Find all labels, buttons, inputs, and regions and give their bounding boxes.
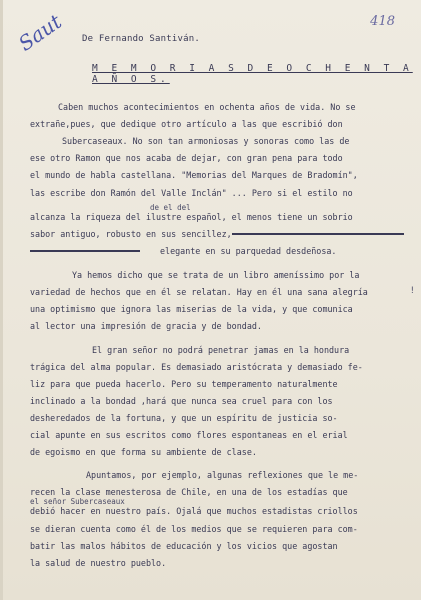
text-line: Subercaseaux. No son tan armoniosas y sonoras como las de [62, 136, 350, 146]
text-line: la salud de nuestro pueblo. [30, 558, 167, 568]
text-line: al lector una impresión de gracia y de bondad. [30, 321, 262, 331]
text-line: variedad de hechos que en él se relatan. Hay en él una sana alegría [30, 287, 368, 297]
text-line: las escribe don Ramón del Valle Inclán" ... Pero si el estilo no [30, 188, 353, 198]
text-line: inclinado a la bondad ,hará que nunca sea cruel para con los [30, 396, 333, 406]
handwritten-page-number: 418 [370, 14, 395, 29]
handwritten-name-annotation: Saut [14, 9, 66, 56]
text-line: debió hacer en nuestro país. Ojalá que muchos estadistas criollos [30, 506, 358, 516]
text-line: liz para que pueda hacerlo. Pero su temperamento naturalmente [30, 379, 338, 389]
text-line: una optimismo que ignora las miserias de la vida, y que comunica [30, 304, 353, 314]
text-line: el mundo de habla castellana. "Memorias del Marques de Bradomín", [30, 170, 358, 180]
text-line: cial apunte en sus escritos como flores espontaneas en el erial [30, 430, 348, 440]
text-line: ese otro Ramon que nos acaba de dejar, con gran pena para todo [30, 153, 343, 163]
text-line: elegante en su parquedad desdeñosa. [160, 246, 337, 256]
text-line: Caben muchos acontecimientos en ochenta años de vida. No se [58, 102, 356, 112]
text-line: batir las malos hábitos de educación y los vicios que agostan [30, 541, 338, 551]
margin-mark: ! [409, 286, 415, 296]
text-line: trágica del alma popular. Es demasiado aristócrata y demasiado fe- [30, 362, 363, 372]
page-edge [0, 0, 3, 600]
text-line: Apuntamos, por ejemplo, algunas reflexiones que le me- [86, 470, 359, 480]
text-line: sabor antiguo, robusto en sus sencillez, [30, 229, 232, 239]
text-line: recen la clase menesterosa de Chile, en una de los estadías que [30, 487, 348, 497]
interlinear-correction: de el del [150, 203, 191, 212]
text-line: se dieran cuenta como él de los medios que se requieren para com- [30, 524, 358, 534]
text-line: alcanza la riqueza del ilustre español, el menos tiene un sobrio [30, 212, 353, 222]
text-line: extrañe,pues, que dedique otro artículo a las que escribió don [30, 119, 343, 129]
text-line: desheredados de la fortuna, y que un espíritu de justicia so- [30, 413, 338, 423]
struck-out-text [232, 229, 404, 239]
text-line: El gran señor no podrá penetrar jamas en la hondura [92, 345, 350, 355]
text-line: Ya hemos dicho que se trata de un libro ameníssimo por la [72, 270, 360, 280]
struck-out-text [30, 246, 140, 256]
interlinear-correction: el señor Subercaseaux [30, 497, 125, 506]
author-line: De Fernando Santiván. [82, 34, 200, 44]
document-title: M E M O R I A S D E O C H E N T A A Ñ O S. [92, 63, 413, 85]
text-line: de egoismo en que forma su ambiente de clase. [30, 447, 257, 457]
